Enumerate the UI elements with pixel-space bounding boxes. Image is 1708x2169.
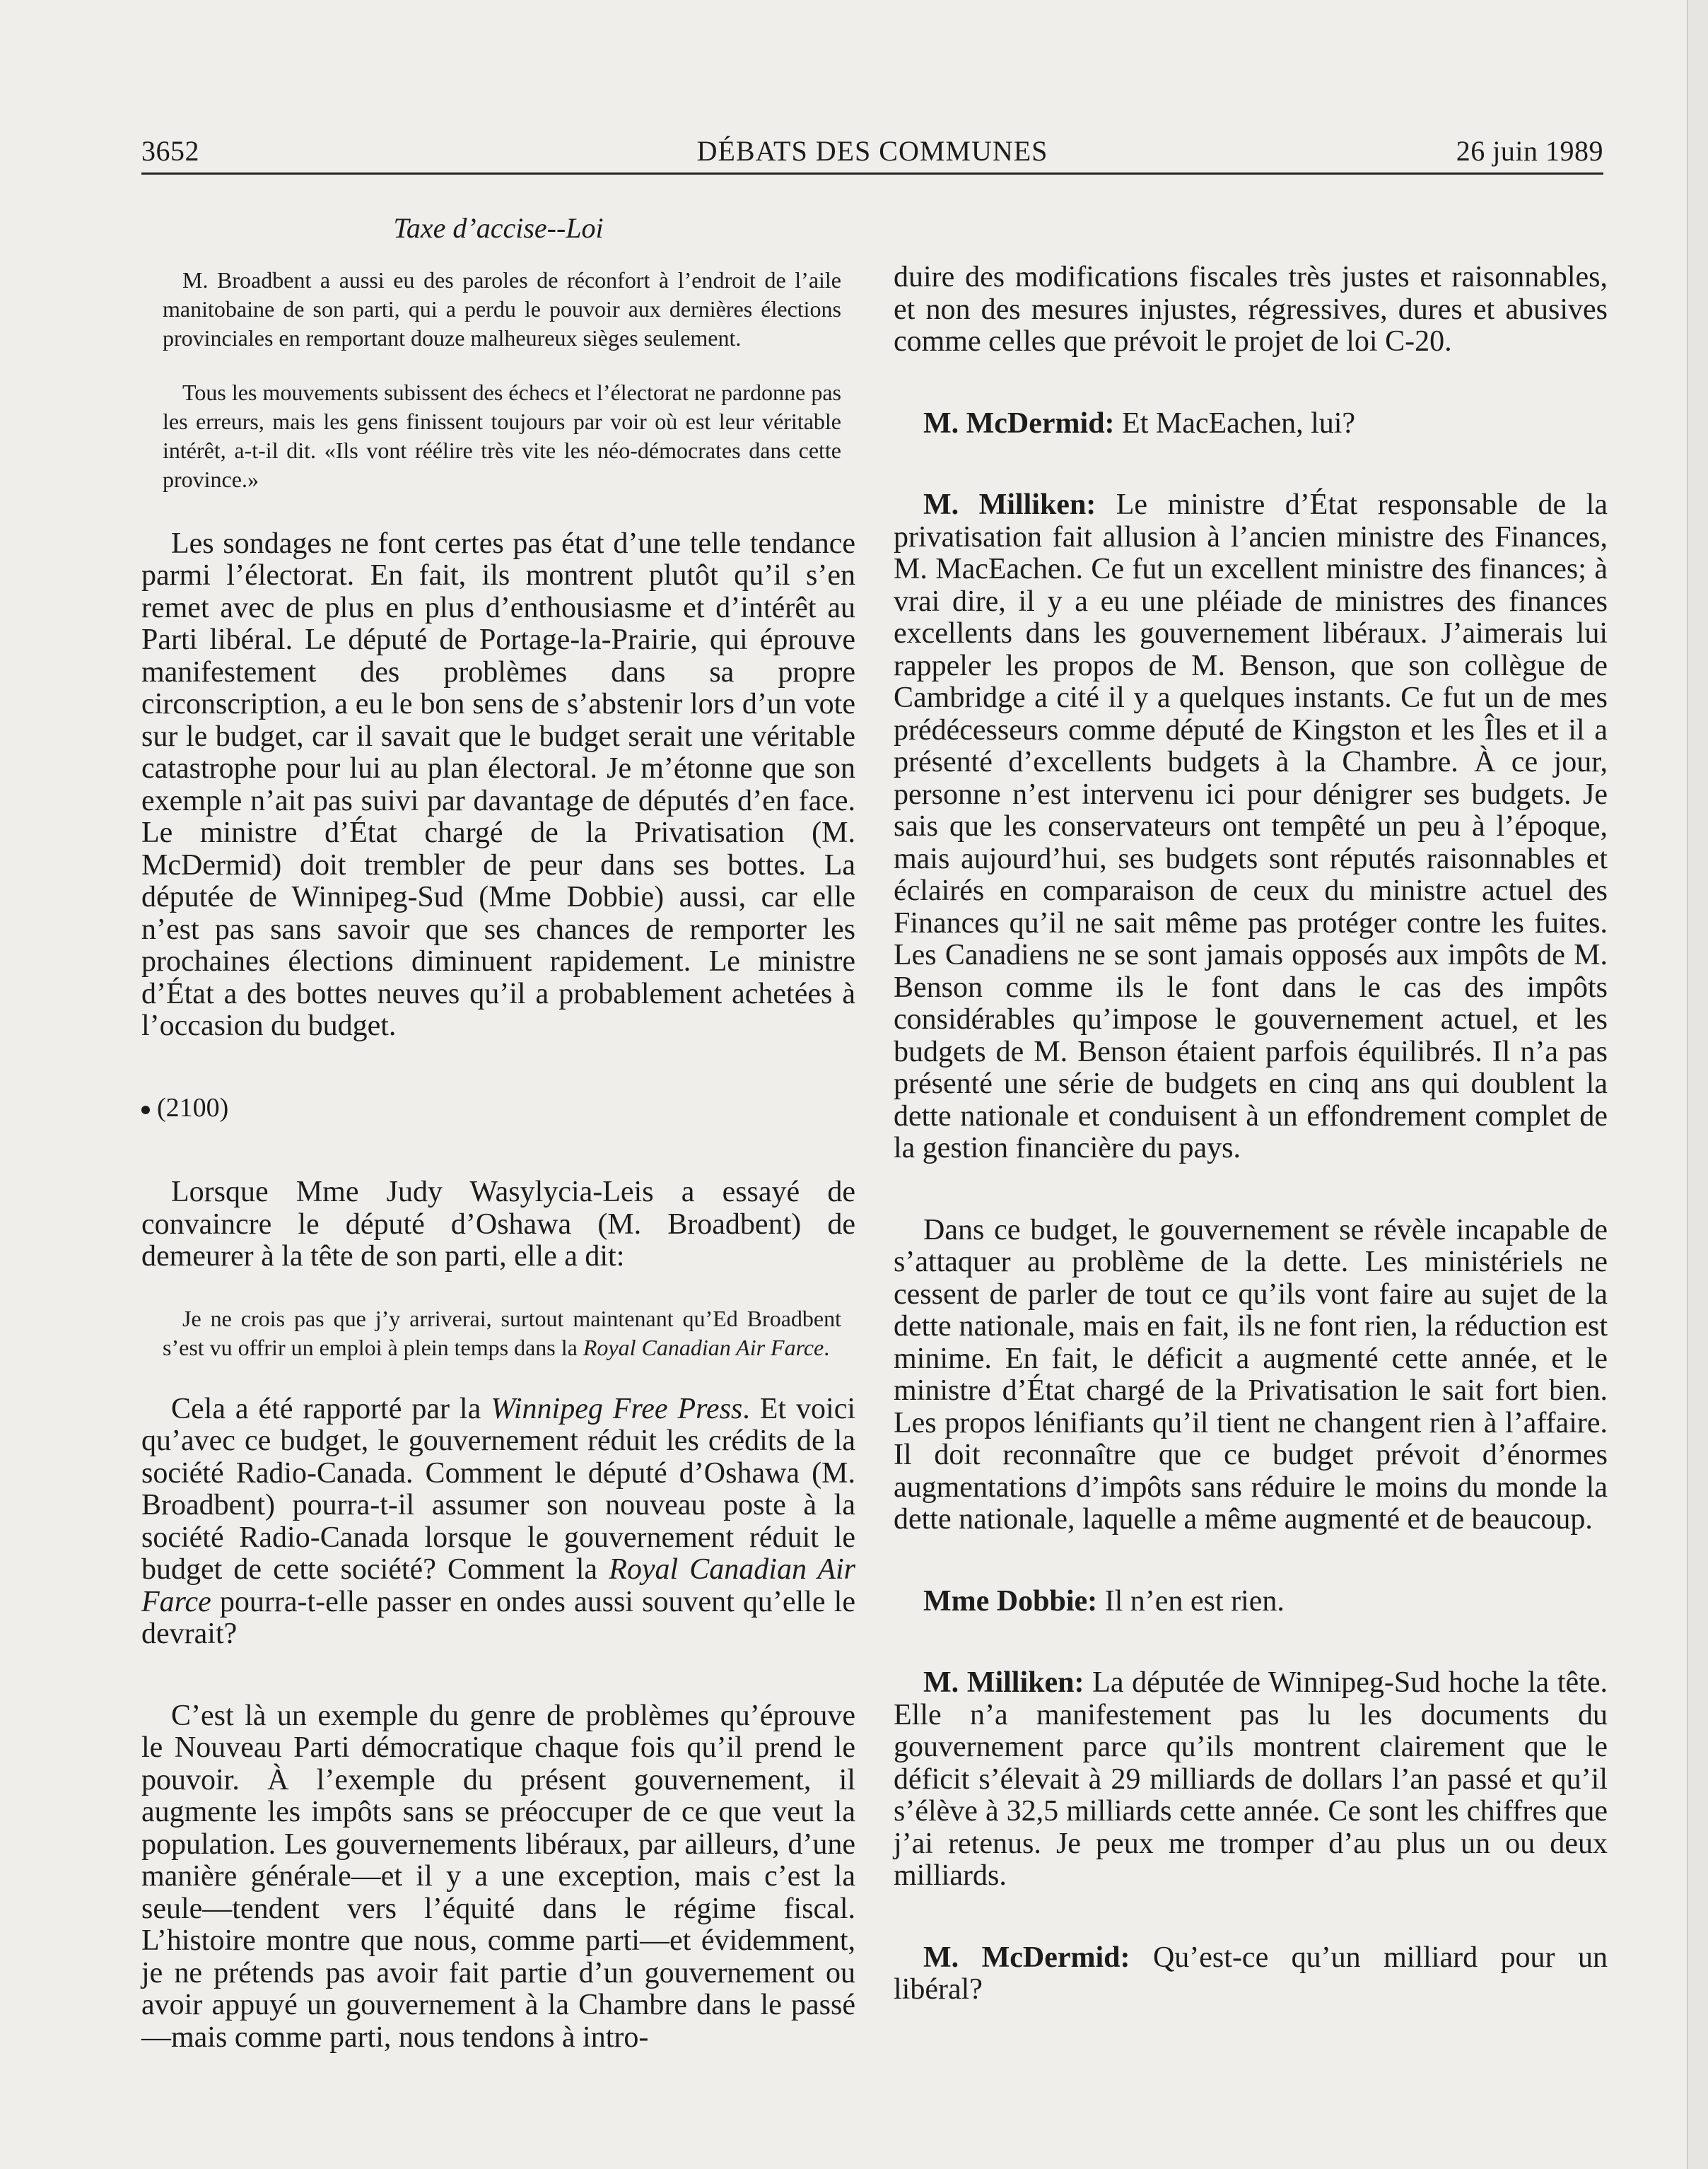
body-paragraph: [141, 1393, 855, 1651]
speaker-name: M. McDermid:: [923, 407, 1115, 440]
body-paragraph: duire des modifications fiscales très justes et raisonnables, et non des mesures injustes, régressives, dures et abusives comme celles que prévoit le projet de loi C-20.: [894, 261, 1608, 358]
header-rule: [141, 173, 1603, 175]
speech-paragraph: [894, 489, 1608, 1165]
right-column: [894, 262, 1608, 2006]
quote-paragraph: M. Broadbent a aussi eu des paroles de réconfort à l’endroit de l’aile manitobaine de son parti, qui a perdu le pouvoir aux dernières élections provinciales en remportant douze malheureux sièges seulement.: [163, 267, 841, 351]
time-marker: [141, 1092, 855, 1125]
quote-italic: Royal Canadian Air Farce: [583, 1334, 824, 1360]
speaker-name: M. Milliken:: [923, 1666, 1084, 1699]
para-text: . Et voici qu’avec ce budget, le gouvernement réduit les crédits de la société Radio-Canada. Comment le député d’Oshawa (M. Broadbent) pourra-t-il assumer son nouveau poste à la société Radio-Canada lorsque le gouvernement réduit le budget de cette société? Comment la: [141, 1392, 856, 1586]
body-paragraph: Dans ce budget, le gouvernement se révèle incapable de s’attaquer au problème de la dette. Les ministériels ne cessent de parler de tout ce qu’ils vont faire au sujet de la dette nationale, mais en fait, ils ne font rien, la réduction est minime. En fait, le déficit a augmenté cette année, et le ministre d’État chargé de la Privatisation le sait fort bien. Les propos lénifiants qu’il tient ne changent rien à l’affaire. Il doit reconnaître que ce budget prévoit d’énormes augmentations d’impôts sans réduire le moins du monde la dette nationale, laquelle a même augmenté et de beaucoup.: [894, 1213, 1608, 1536]
page-header: [141, 134, 1603, 174]
speech-text: Qu’est-ce qu’un milliard pour un libéral?: [894, 1941, 1608, 2006]
speech-paragraph: [894, 1586, 1608, 1618]
quote-block: [141, 266, 855, 353]
speech-paragraph: [894, 408, 1608, 440]
speaker-name: Mme Dobbie:: [923, 1584, 1098, 1618]
body-paragraph: C’est là un exemple du genre de problèmes qu’éprouve le Nouveau Parti démocratique chaque fois qu’il prend le pouvoir. À l’exemple du présent gouvernement, il augmente les impôts sans se préoccuper de ce que veut la population. Les gouvernements libéraux, par ailleurs, d’une manière générale—et il y a une exception, mais c’est la seule—tendent vers l’équité dans le régime fiscal. L’histoire montre que nous, comme parti—et évidemment, je ne prétends pas avoir fait partie d’un gouvernement ou avoir appuyé un gouvernement à la Chambre dans le passé—mais comme parti, nous tendons à intro-: [141, 1699, 855, 2054]
para-italic: Winnipeg Free Press: [491, 1392, 743, 1425]
speech-text: Le ministre d’État responsable de la privatisation fait allusion à l’ancien ministre des Finances, M. MacEachen. Ce fut un excellent ministre des finances; à vrai dire, il y a eu une pléiade de ministres des finances excellents dans les gouvernement libéraux. J’aimerais lui rappeler les propos de M. Benson, que son collègue de Cambridge a cité il y a quelques instants. Ce fut un de mes prédécesseurs comme député de Kingston et les Îles et il a présenté d’excellents budgets à la Chambre. À ce jour, personne n’est intervenu ici pour dénigrer ses budgets. Je sais que les conservateurs ont tempêté un peu à l’époque, mais aujourd’hui, ses budgets sont réputés raisonnables et éclairés en comparaison de ceux du ministre actuel des Finances qu’il ne sait même pas protéger contre les fuites. Les Canadiens ne se sont jamais opposés aux impôts de M. Benson comme ils le font dans le cas des impôts considérables qu’impose le gouvernement actuel, et les budgets de M. Benson étaient parfois équilibrés. Il n’a pas présenté une série de budgets en cinq ans qui doublent la dette nationale et conduisent à un effondrement complet de la gestion financière du pays.: [894, 489, 1608, 1164]
para-text: pourra-t-elle passer en ondes aussi souvent qu’elle le devrait?: [141, 1585, 855, 1650]
publication-title: DÉBATS DES COMMUNES: [696, 135, 1048, 167]
quote-block: [141, 1304, 855, 1362]
speech-paragraph: [894, 1667, 1608, 1893]
quote-paragraph: Tous les mouvements subissent des échecs et l’électorat ne pardonne pas les erreurs, mais les gens finissent toujours par voir où est leur véritable intérêt, a-t-il dit. «Ils vont réélire très vite les néo-démocrates dans cette province.»: [163, 379, 841, 492]
publication-date: 26 juin 1989: [1456, 135, 1603, 167]
body-paragraph: Les sondages ne font certes pas état d’une telle tendance parmi l’électorat. En fait, ils montrent plutôt qu’il s’en remet avec de plus en plus d’enthousiasme et d’intérêt au Parti libéral. Le député de Portage-la-Prairie, qui éprouve manifestement des problèmes dans sa propre circonscription, a eu le bon sens de s’abstenir lors d’un vote sur le budget, car il savait que le budget serait une véritable catastrophe pour lui au plan électoral. Je m’étonne que son exemple n’ait pas suivi par davantage de députés d’en face. Le ministre d’État chargé de la Privatisation (M. McDermid) doit trembler de peur dans ses bottes. La députée de Winnipeg-Sud (Mme Dobbie) aussi, car elle n’est pas sans savoir que ses chances de remporter les prochaines élections diminuent rapidement. Le ministre d’État a des bottes neuves qu’il a probablement achetées à l’occasion du budget.: [141, 527, 855, 1042]
speech-paragraph: [894, 1942, 1608, 2006]
speaker-name: M. Milliken:: [923, 489, 1096, 521]
speaker-name: M. McDermid:: [923, 1941, 1130, 1974]
speech-text: Et MacEachen, lui?: [1122, 407, 1356, 440]
quote-block: [141, 378, 855, 494]
speech-text: La députée de Winnipeg-Sud hoche la tête. Elle n’a manifestement pas lu les documents du gouvernement parce qu’ils montrent clairement que le déficit s’élevait à 29 milliards de dollars l’an passé et qu’il s’élève à 32,5 milliards cette année. Ce sont les chiffres que j’ai retenus. Je peux me tromper d’au plus un ou deux milliards.: [894, 1666, 1608, 1892]
speech-text: Il n’en est rien.: [1104, 1584, 1285, 1618]
quote-text-end: .: [824, 1334, 830, 1360]
page-number: 3652: [141, 135, 199, 167]
body-paragraph: Lorsque Mme Judy Wasylycia-Leis a essayé de convaincre le député d’Oshawa (M. Broadbent) de demeurer à la tête de son parti, elle a dit:: [141, 1176, 855, 1273]
quote-text: Je ne crois pas que j’y arriverai, surtout maintenant qu’Ed Broadbent s’est vu offrir un emploi à plein temps dans la: [163, 1305, 841, 1360]
subject-heading: Taxe d’accise--Loi: [393, 212, 604, 244]
para-italic: Royal Canadian Air Farce: [141, 1553, 855, 1618]
quote-paragraph: [163, 1304, 841, 1362]
bullet-icon: [141, 1106, 150, 1114]
para-text: Cela a été rapporté par la: [171, 1392, 481, 1425]
page-edge: [1687, 0, 1708, 2169]
time-marker-text: (2100): [157, 1092, 229, 1123]
left-column: [141, 212, 855, 2054]
